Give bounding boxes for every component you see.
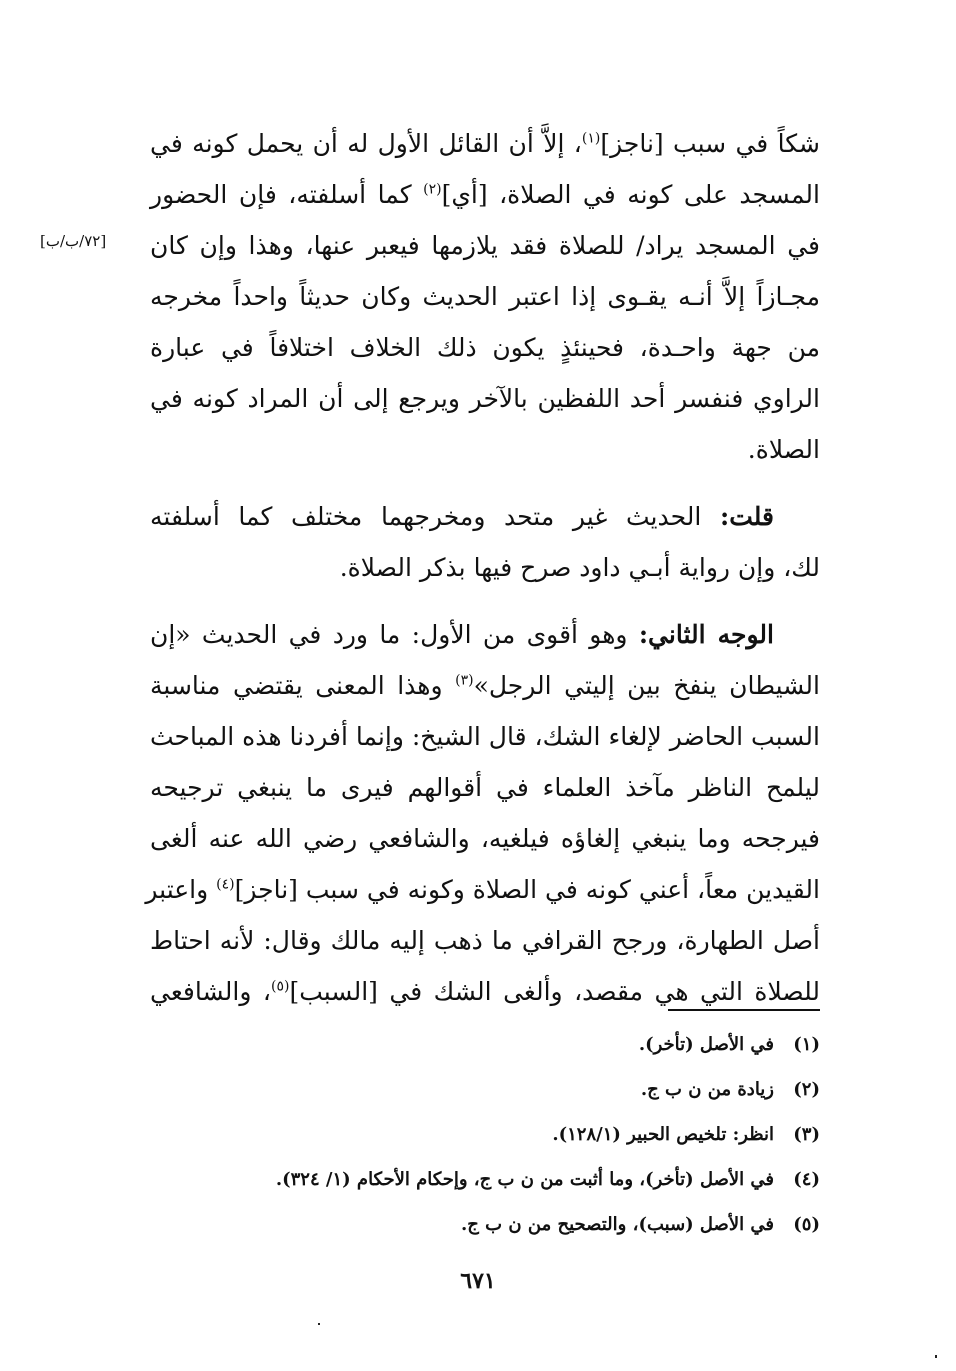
- text-line: المسجد على كونه في الصلاة، [أي]$^{(٢)}$ كما أسلفته، فإن الحضور: [150, 180, 820, 209]
- footnote-number: (٥): [793, 1214, 820, 1235]
- footnote-text: انظر: تلخيص الحبير (١٢٨/١).: [552, 1124, 774, 1145]
- text-line: من جهة واحـدة، فحينئذٍ يكون ذلك الخلاف اختلافاً في عبارة: [150, 333, 820, 362]
- text-line: مجـازاً إلاَّ أنـه يقـوى إذا اعتبر الحديث وكان حديثاً واحداً مخرجه: [150, 282, 820, 311]
- footnote: [140, 1202, 820, 1247]
- text-line: فيرجحه وما ينبغي إلغاؤه فيلغيه، والشافعي رضي الله عنه ألغى: [150, 824, 820, 853]
- footnote-number: (٢): [793, 1079, 820, 1100]
- text-line: شكاً في سبب [ناجز]$^{(١)}$، إلاَّ أن القائل الأول له أن يحمل كونه في: [150, 129, 820, 158]
- text-line: ليلمح الناظر مآخذ العلماء في أقوالهم فيرى ما ينبغي ترجيحه: [150, 773, 820, 802]
- margin-folio-note: [٧٢/ب/ب]: [40, 232, 107, 250]
- text-line: لك، وإن رواية أبـي داود صرح فيها بذكر الصلاة.: [339, 553, 820, 582]
- text-line: الوجه الثاني: وهو أقوى من الأول: ما ورد في الحديث «إن: [150, 620, 774, 649]
- footnote-text: في الأصل (تأخر).: [638, 1034, 774, 1055]
- footnote-ref: (٢): [423, 181, 442, 198]
- footnote: [140, 1067, 820, 1112]
- footnote-ref: (١): [581, 130, 601, 147]
- paragraph-lead: الوجه الثاني:: [638, 620, 774, 649]
- footnote-number: (٣): [793, 1124, 820, 1145]
- text-line: القيدين معاً، أعني كونه في الصلاة وكونه في سبب [ناجز]$^{(٤)}$ واعتبر: [145, 875, 820, 904]
- page-number: ٦٧١: [460, 1268, 496, 1294]
- footnote-text: في الأصل (سبب)، والتصحيح من ن ب ج.: [461, 1214, 774, 1235]
- footnote: [140, 1112, 820, 1157]
- text-line: أصل الطهارة، ورجح القرافي ما ذهب إليه مالك وقال: لأنه احتاط: [150, 926, 820, 955]
- main-text: [145, 118, 821, 1033]
- text-line: الصلاة.: [747, 435, 820, 464]
- footnotes: [140, 1022, 820, 1247]
- text-line: للصلاة التي هي مقصد، وألغى الشك في [السبب]$^{(٥)}$، والشافعي: [150, 977, 821, 1006]
- scan-speck: [318, 1323, 320, 1325]
- footnote: [140, 1022, 820, 1067]
- text-line: السبب الحاضر لإلغاء الشك، قال الشيخ: وإنما أفردنا هذه المباحث: [150, 722, 820, 751]
- text-line: في المسجد يراد/ للصلاة فقد يلازمها فيعبر عنها، وهذا وإن كان: [150, 231, 820, 260]
- text-line: الشيطان ينفخ بين إليتي الرجل»$^{(٣)}$ وهذا المعنى يقتضي مناسبة: [150, 671, 820, 700]
- footnote-separator: [668, 1009, 820, 1011]
- footnote-text: زيادة من ن ب ج.: [640, 1079, 774, 1100]
- paragraph-1: [150, 118, 820, 475]
- scan-speck: [935, 1355, 937, 1358]
- footnote-number: (٤): [793, 1169, 820, 1190]
- paragraph-2: [150, 491, 820, 593]
- footnote-ref: (٤): [216, 876, 235, 893]
- footnote: [140, 1157, 820, 1202]
- paragraph-lead: قلت:: [719, 502, 774, 531]
- footnote-ref: (٣): [455, 672, 474, 689]
- paragraph-3: [145, 609, 821, 1017]
- text-line: الراوي فنفسر أحد اللفظين بالآخر ويرجع إلى أن المراد كونه في: [150, 384, 820, 413]
- footnote-number: (١): [793, 1034, 820, 1055]
- footnote-ref: (٥): [270, 978, 290, 995]
- footnote-text: في الأصل (تأخر)، وما أثبت من ن ب ج، وإحكام الأحكام (١/ ٣٢٤).: [275, 1169, 774, 1190]
- text-line: قلت: الحديث غير متحد ومخرجهما مختلف كما أسلفته: [150, 502, 774, 531]
